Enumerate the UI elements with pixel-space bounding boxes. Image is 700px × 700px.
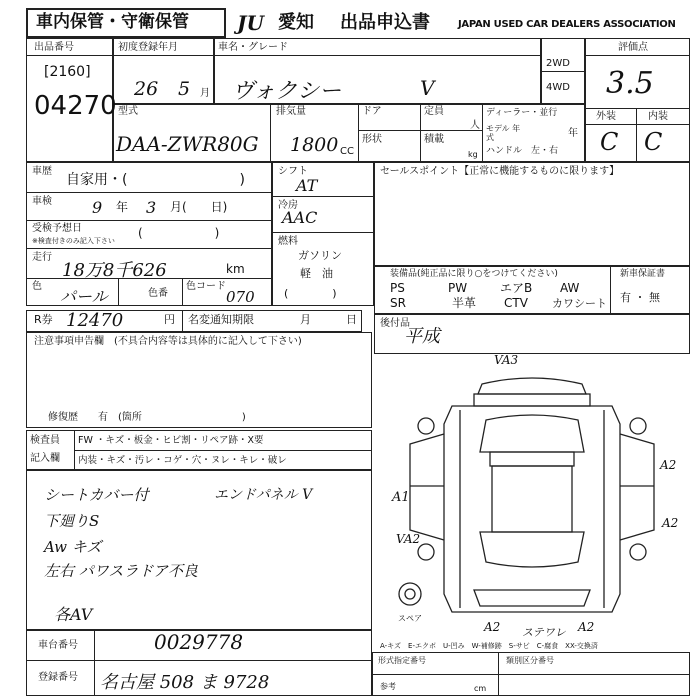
sales-point-block	[374, 162, 690, 266]
aftermarket-value: 平成	[404, 326, 440, 347]
fuel-paren: ( )	[284, 287, 337, 300]
load-unit: kg	[468, 150, 478, 159]
remark-underbody: 下廻りS	[44, 512, 100, 530]
storage-label: 車内保管・守衛保管	[36, 12, 189, 32]
remark-each-av: 各AV	[54, 605, 93, 624]
aftermarket-label: 後付品	[380, 318, 410, 329]
dealer-import: ディーラー・並行	[486, 108, 558, 118]
remark-aw-scratch: Aw キズ	[44, 538, 102, 556]
mark-va2: VA2	[396, 532, 421, 546]
fuel-diesel: 軽 油	[300, 267, 333, 280]
shape-label: 形状	[362, 134, 382, 145]
interior-score: C	[644, 128, 663, 156]
equipment-aw: AW	[560, 281, 580, 295]
lot-number: 04270	[34, 91, 117, 121]
remark-seat-cover: シートカバー付	[44, 486, 149, 504]
remark-end-panel: エンドパネル V	[214, 487, 313, 503]
exterior-label: 外装	[596, 111, 616, 122]
dimension-unit: cm	[474, 684, 487, 693]
recycle-unit: 円	[164, 313, 175, 326]
mark-a2-right-lower: A2	[662, 516, 679, 530]
steering-mark: ステワレ	[522, 626, 566, 639]
mark-va3: VA3	[494, 353, 519, 367]
shaken-year: 9	[92, 198, 103, 217]
color-num-label: 色番	[148, 288, 168, 299]
remark-slide-door: 左右 パワスラドア不良	[44, 562, 198, 580]
capacity-label: 定員	[424, 106, 444, 117]
type-designation-label: 形式指定番号	[378, 656, 426, 665]
recycle-label: R券	[34, 313, 53, 326]
equipment-label: 装備品(純正品に限り○をつけてください)	[390, 269, 558, 279]
plate-value: 名古屋 508 ま 9728	[100, 672, 270, 693]
displacement-value: 1800	[290, 134, 339, 156]
new-warranty-label: 新車保証書	[620, 269, 666, 279]
fuel-gasoline: ガソリン	[298, 249, 342, 262]
color-code-label: 色コード	[186, 281, 226, 292]
chassis-value: 0029778	[154, 630, 244, 654]
car-diagram	[374, 354, 690, 650]
mark-a2-bottom-left: A2	[484, 620, 501, 634]
plate-label: 登録番号	[38, 672, 78, 683]
equipment-airbag: エアB	[500, 281, 533, 295]
displacement-unit: CC	[340, 146, 354, 157]
equipment-sr: SR	[390, 296, 406, 310]
capacity-unit: 人	[470, 120, 480, 131]
mileage-label: 走行	[32, 252, 52, 263]
model-year-label: モデル 年式	[486, 124, 521, 142]
drive-2wd: 2WD	[546, 58, 570, 69]
name-change-label: 名変通知期限	[188, 313, 254, 326]
model-label: 型式	[118, 106, 138, 117]
inspector-label-2: 記入欄	[30, 453, 60, 464]
equipment-pw: PW	[448, 281, 468, 295]
door-label: ドア	[362, 106, 382, 117]
spare-label: スペア	[398, 614, 422, 623]
registration-label: 初度登録年月	[118, 42, 178, 53]
shift-value: AT	[296, 176, 318, 195]
ac-label: 冷房	[278, 200, 298, 211]
lot-label: 出品番号	[34, 42, 74, 53]
ac-value: AAC	[282, 208, 318, 227]
reference-label: 参考	[380, 682, 396, 691]
mileage-unit: km	[226, 262, 245, 276]
color-label: 色	[32, 281, 42, 292]
history-value: 自家用・( )	[66, 172, 245, 188]
lot-sub-number: [2160]	[44, 64, 91, 80]
model-value: DAA-ZWR80G	[116, 132, 259, 156]
shaken-year-unit: 年	[116, 200, 129, 214]
shaken-label: 車検	[32, 196, 52, 207]
shift-label: シフト	[278, 166, 308, 177]
car-grade: V	[420, 76, 435, 100]
score-value: 3.5	[606, 66, 654, 101]
equipment-ctv: CTV	[504, 296, 528, 310]
drivetrain-block	[272, 162, 374, 306]
inspector-label-1: 検査員	[30, 435, 60, 446]
history-label: 車歴	[32, 166, 52, 177]
mark-a2-right-upper: A2	[660, 458, 677, 472]
interior-label: 内装	[648, 111, 668, 122]
car-name-value: ヴォクシー	[232, 79, 342, 104]
mark-a1: A1	[392, 490, 410, 505]
recycle-value: 12470	[66, 310, 124, 331]
inspection-label: 受検予想日	[32, 223, 82, 234]
score-label: 評価点	[618, 42, 648, 53]
name-change-month: 月	[300, 313, 311, 326]
mark-a2-bottom-right: A2	[578, 620, 595, 634]
association-name: JAPAN USED CAR DEALERS ASSOCIATION	[458, 19, 676, 30]
handle-label: ハンドル 左・右	[486, 146, 559, 156]
registration-month-unit: 月	[200, 88, 210, 99]
model-year-unit: 年	[568, 128, 578, 139]
shaken-month: 3	[146, 198, 157, 217]
exterior-score: C	[600, 128, 619, 156]
displacement-label: 排気量	[276, 106, 306, 117]
equipment-half-leather: 半革	[452, 296, 477, 310]
registration-year: 26	[134, 78, 159, 100]
mileage-value: 18万8千626	[62, 260, 167, 281]
new-warranty-value: 有 ・ 無	[620, 291, 660, 304]
ju-logo: JU	[237, 11, 264, 35]
shaken-month-unit: 月( 日)	[170, 200, 228, 214]
drive-4wd: 4WD	[546, 82, 570, 93]
sales-point-label: セールスポイント【正常に機能するものに限ります】	[380, 166, 620, 177]
inspector-interior-row: 内装・キズ・汚レ・コゲ・穴・ヌレ・キレ・破レ	[78, 455, 287, 466]
equipment-ps: PS	[390, 281, 405, 295]
fuel-label: 燃料	[278, 236, 298, 247]
color-code: 070	[226, 288, 255, 306]
color-value: パール	[60, 287, 108, 306]
damage-legend: A-キズ E-エクボ U-凹み W-補修跡 S-サビ C-腐食 XX-交換済	[380, 642, 598, 650]
inspection-paren: ( )	[138, 226, 220, 240]
notes-label: 注意事項申告欄 (不具合内容等は具体的に記入して下さい)	[34, 336, 302, 347]
inspector-exterior-row: FW ・キズ・板金・ヒビ割・リペア跡・X要	[78, 435, 264, 446]
form-title: 出品申込書	[340, 12, 430, 33]
name-change-day: 日	[346, 313, 357, 326]
load-label: 積載	[424, 134, 444, 145]
chassis-label: 車台番号	[38, 640, 78, 651]
registration-month: 5	[178, 78, 191, 100]
repair-history: 修復歴 有 (箇所 )	[48, 412, 246, 423]
category-number-label: 類別区分番号	[506, 656, 554, 665]
car-name-label: 車名・グレード	[218, 42, 288, 53]
org-name: 愛知	[278, 12, 314, 33]
inspection-note: ※検査付きのみ記入下さい	[32, 237, 115, 245]
equipment-leather-seat: カワシート	[552, 297, 607, 310]
